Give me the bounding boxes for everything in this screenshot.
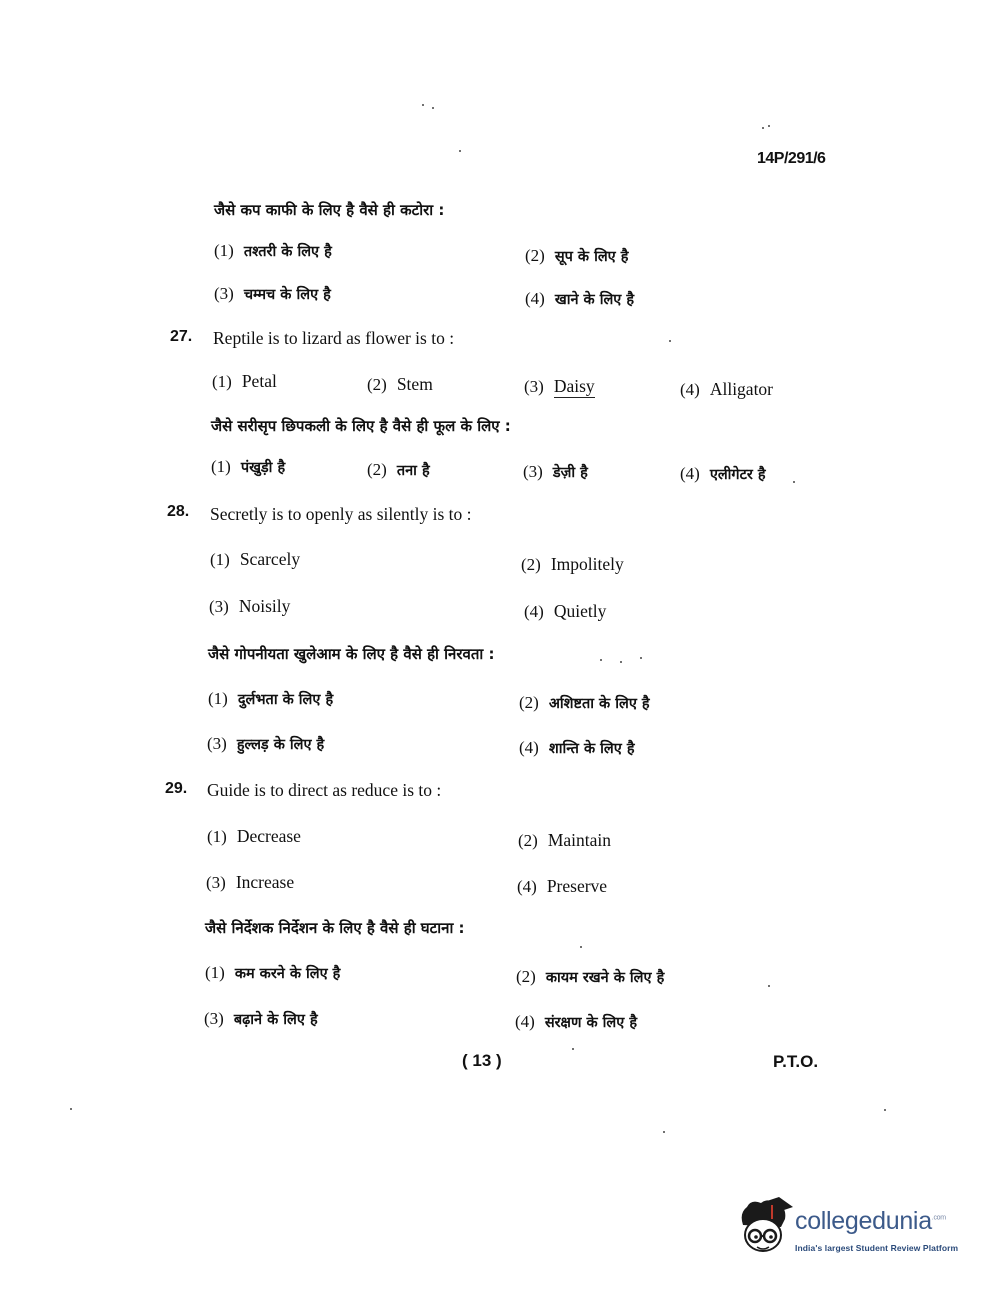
page-number: ( 13 ) — [462, 1051, 502, 1070]
q26-hindi-option-3: (3) चम्मच के लिए है — [214, 284, 331, 303]
q27-hindi-option-3: (3) डेज़ी है — [523, 462, 588, 481]
q27-number: 27. — [170, 328, 193, 345]
q28-option-2: (2) Impolitely — [521, 554, 624, 574]
q27-option-1: (1) Petal — [212, 371, 277, 391]
q27-hindi-option-1: (1) पंखुड़ी है — [211, 457, 286, 476]
q29-hindi-stem: जैसे निर्देशक निर्देशन के लिए है वैसे ही घटाना : — [205, 919, 465, 937]
q27-option-3: (3) Daisy — [524, 376, 595, 396]
pto-label: P.T.O. — [773, 1052, 819, 1071]
scan-speck — [70, 1108, 72, 1110]
scan-speck — [580, 946, 582, 948]
q29-hindi-option-4: (4) संरक्षण के लिए है — [515, 1012, 638, 1031]
q29-option-4: (4) Preserve — [517, 876, 608, 896]
q26-hindi-option-4: (4) खाने के लिए है — [525, 289, 635, 308]
q29-option-3: (3) Increase — [206, 872, 295, 892]
q26-hindi-option-1: (1) तश्तरी के लिए है — [214, 241, 332, 260]
q27-hindi-stem: जैसे सरीसृप छिपकली के लिए है वैसे ही फूल के लिए : — [211, 417, 511, 435]
q28-number: 28. — [167, 503, 190, 520]
q29-hindi-option-3: (3) बढ़ाने के लिए है — [204, 1009, 318, 1028]
q29-option-2: (2) Maintain — [518, 830, 612, 850]
q27-hindi-option-4: (4) एलीगेटर है — [680, 464, 766, 483]
scan-speck — [768, 125, 770, 127]
q29-hindi-option-1: (1) कम करने के लिए है — [205, 963, 341, 982]
scan-speck — [793, 481, 795, 483]
q29-stem: Guide is to direct as reduce is to : — [207, 780, 442, 800]
q28-hindi-option-3: (3) हुल्लड़ के लिए है — [207, 734, 325, 753]
brand-tagline: India's largest Student Review Platform — [795, 1243, 959, 1253]
q29-hindi-option-2: (2) कायम रखने के लिए है — [516, 967, 665, 986]
scan-speck — [572, 1048, 574, 1050]
q29-option-1: (1) Decrease — [207, 826, 301, 846]
q28-hindi-stem: जैसे गोपनीयता खुलेआम के लिए है वैसे ही निरवता : — [208, 645, 495, 663]
q27-stem: Reptile is to lizard as flower is to : — [213, 328, 455, 348]
q28-hindi-option-1: (1) दुर्लभता के लिए है — [208, 689, 334, 708]
scan-speck — [669, 340, 671, 342]
q27-option-4: (4) Alligator — [680, 379, 774, 399]
q26-hindi-stem: जैसे कप काफी के लिए है वैसे ही कटोरा : — [214, 201, 445, 219]
scan-speck — [459, 150, 461, 152]
collegedunia-logo — [735, 1195, 965, 1267]
q28-option-4: (4) Quietly — [524, 601, 607, 621]
q28-option-1: (1) Scarcely — [210, 549, 301, 569]
scan-speck — [432, 107, 434, 109]
q27-option-2: (2) Stem — [367, 374, 433, 394]
q28-hindi-option-4: (4) शान्ति के लिए है — [519, 738, 635, 757]
brand-name: collegedunia$^{.com}$ — [795, 1207, 946, 1235]
paper-code: 14P/291/6 — [757, 150, 826, 167]
scan-speck — [422, 104, 424, 106]
q29-number: 29. — [165, 780, 188, 797]
q28-option-3: (3) Noisily — [209, 596, 291, 616]
q26-hindi-option-2: (2) सूप के लिए है — [525, 246, 629, 265]
scan-speck — [762, 127, 764, 129]
scan-speck — [884, 1109, 886, 1111]
mascot-icon — [735, 1195, 797, 1261]
q28-stem: Secretly is to openly as silently is to : — [210, 504, 472, 524]
q27-hindi-option-2: (2) तना है — [367, 460, 430, 479]
scan-speck — [640, 657, 642, 659]
scan-speck — [768, 985, 770, 987]
scan-speck — [600, 659, 602, 661]
scan-speck — [663, 1131, 665, 1133]
q28-hindi-option-2: (2) अशिष्टता के लिए है — [519, 693, 650, 712]
scan-speck — [620, 661, 622, 663]
